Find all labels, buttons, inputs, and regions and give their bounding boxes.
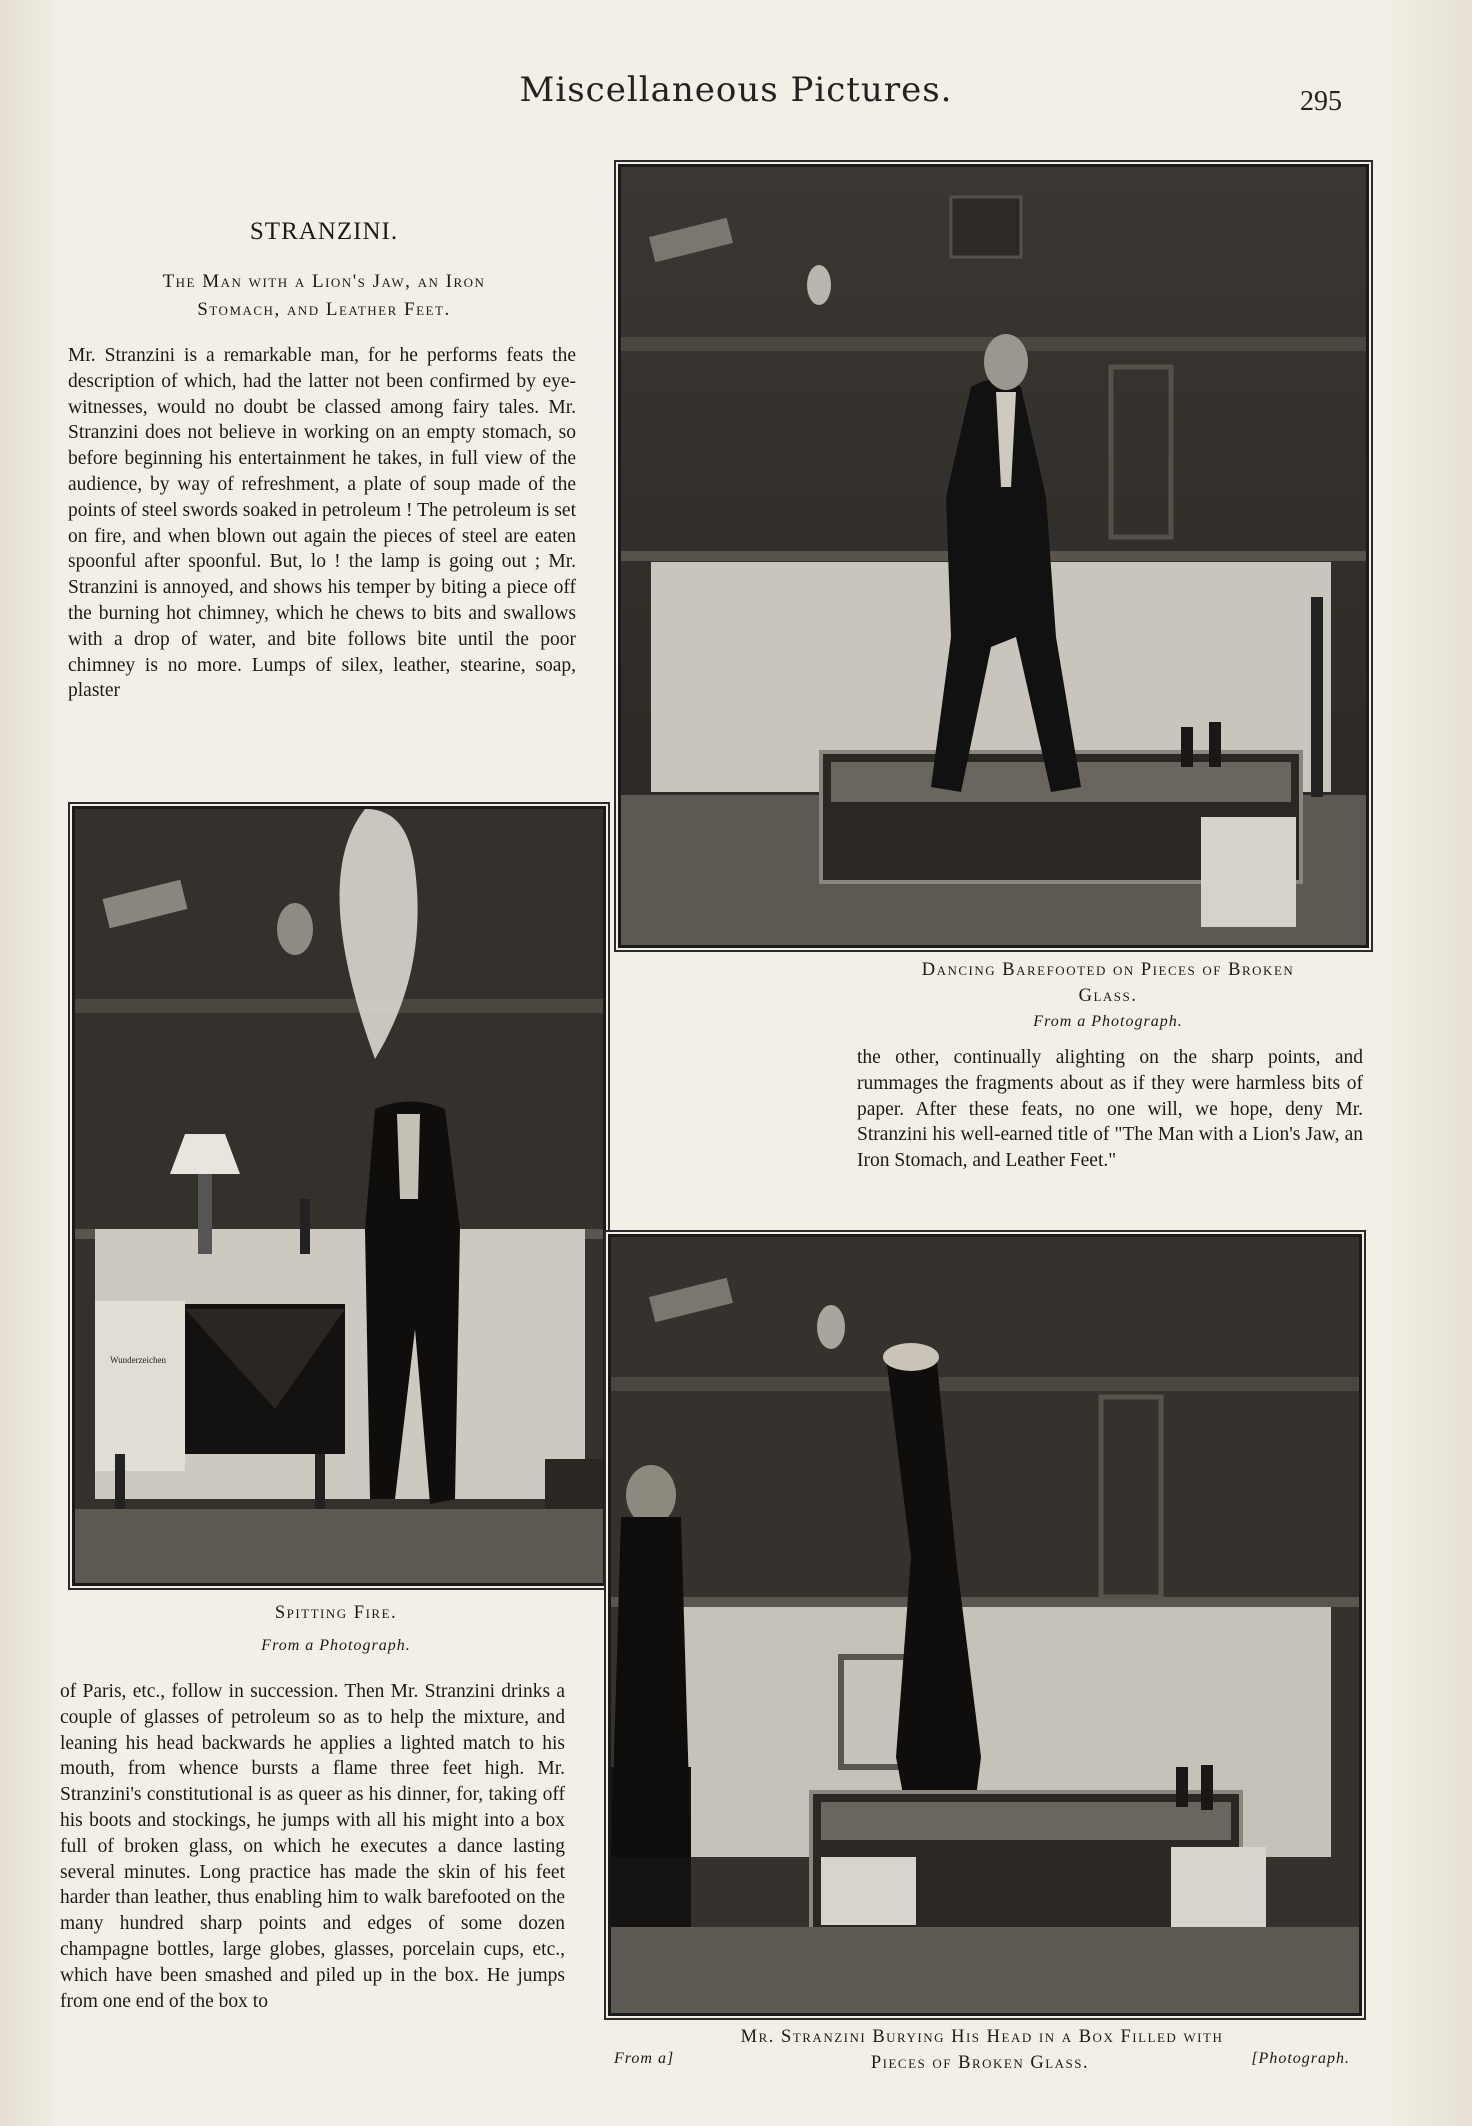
article-paragraph-1: Mr. Stranzini is a remarkable man, for he performs feats the description of which, had the latter not been confirmed by eye-witnesses, would no doubt be classed among fairy tales. Mr. Stranzini does not believe in working on an empty stomach, so before beginning his entertainment he takes, in full view of the audience, by way of refreshment, a plate of soup made of the points of steel swords soaked in petroleum ! The petroleum is set on fire, and when blown out again the pieces of steel are eaten spoonful after spoonful. But, lo ! the lamp is going out ; Mr. Stranzini is annoyed, and shows his temper by biting a piece off the burning hot chimney, which he chews to bits and swallows with a drop of water, and bite follows bite until the poor chimney is no more. Lumps of silex, leather, stearine, soap, plaster: [68, 345, 576, 702]
credit-spitting: From a Photograph.: [261, 1637, 411, 1654]
article-paragraph-3: of Paris, etc., follow in succession. Then Mr. Stranzini drinks a couple of glasses of petroleum so as to help the mixture, and leaning his head backwards he applies a lighted match to his mouth, from whence bursts a flame three feet high. Mr. Stranzini's constitutional is as queer as his dinner, for, taking off his boots and stockings, he jumps with all his might into a box full of broken glass, on which he executes a dance lasting several minutes. Long practice has made the skin of his feet harder than leather, thus enabling him to walk barefooted on the many hundred sharp points and edges of some dozen champagne bottles, large globes, glasses, porcelain cups, etc., which have been smashed and piled up in the box. He jumps from one end of the box to: [60, 1681, 565, 2012]
subtitle-line-2: Stomach, and Leather Feet.: [197, 299, 451, 320]
photo-dancing-barefooted: [618, 164, 1369, 948]
credit-burying-left: From a]: [614, 2050, 675, 2067]
article-title: STRANZINI.: [249, 218, 399, 245]
caption-dancing-line-1: Dancing Barefooted on Pieces of Broken: [921, 960, 1295, 980]
subtitle-line-1: The Man with a Lion's Jaw, an Iron: [162, 271, 486, 292]
caption-burying: Mr. Stranzini Burying His Head in a Box Filled with: [740, 2027, 1224, 2047]
caption-dancing: [850, 957, 1366, 1009]
caption-dancing-line-2: Glass.: [1078, 986, 1138, 1006]
article-paragraph-2: the other, continually alighting on the sharp points, and rummages the fragments about as if they were harmless bits of paper. After these feats, no one will, we hope, deny Mr. Stranzini his well-earned title of "The Man with a Lion's Jaw, an Iron Stomach, and Leather Feet.": [857, 1047, 1363, 1172]
credit-burying-right: [Photograph.: [1251, 2050, 1350, 2067]
photo-spitting-fire: [72, 806, 606, 1586]
running-title: Miscellaneous Pictures.: [519, 70, 953, 110]
credit-dancing: From a Photograph.: [1033, 1013, 1183, 1030]
caption-burying-line-2: Pieces of Broken Glass.: [870, 2053, 1090, 2073]
photo-burying-head: [608, 1234, 1362, 2016]
poster-text-wunderzeichen: Wunderzeichen: [109, 1355, 167, 1365]
article-subtitle: [66, 268, 582, 324]
caption-spitting: Spitting Fire.: [274, 1603, 398, 1623]
page-number: 295: [1300, 86, 1342, 117]
